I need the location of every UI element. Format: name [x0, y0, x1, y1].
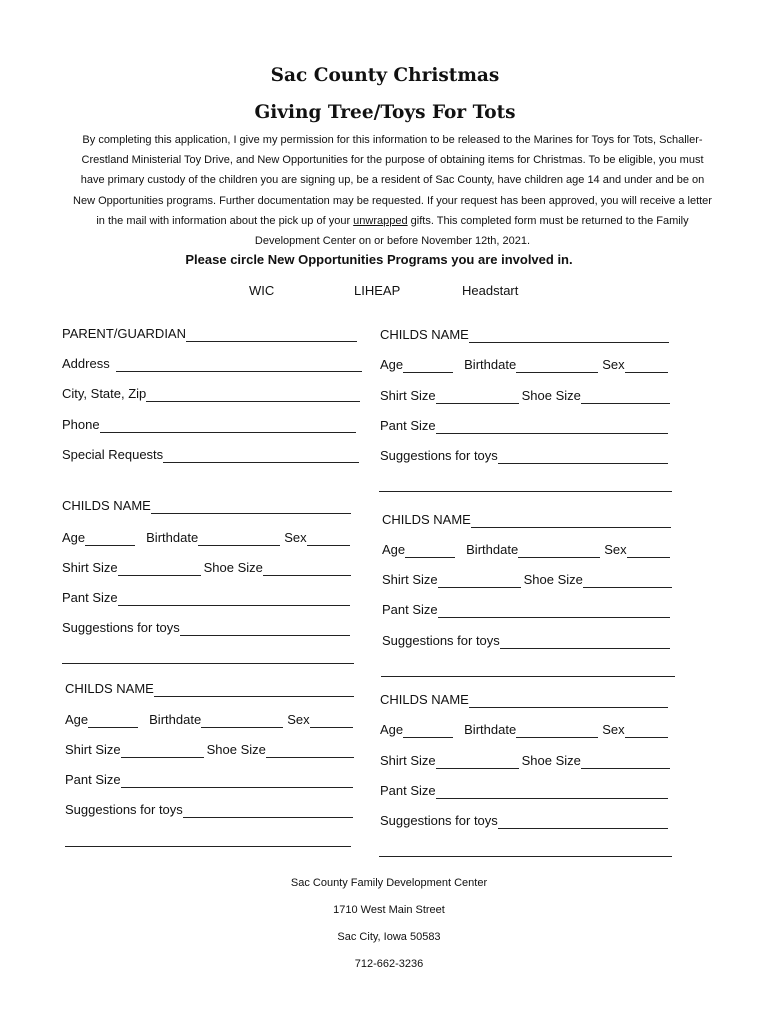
program-liheap[interactable]: LIHEAP [354, 283, 401, 298]
birthdate-label: Birthdate [149, 712, 202, 727]
child5-suggestions-field[interactable] [380, 811, 668, 829]
child-name-label: CHILDS NAME [380, 327, 469, 342]
child2-sizes-row [62, 558, 351, 576]
shoe-size-input[interactable] [583, 574, 672, 588]
shirt-size-input[interactable] [436, 390, 519, 404]
child1-age-row [380, 355, 668, 373]
birthdate-input[interactable] [516, 359, 598, 373]
child4-sizes-row [65, 740, 354, 758]
parent-guardian-label: PARENT/GUARDIAN [62, 326, 186, 341]
footer-phone: 712-662-3236 [354, 958, 424, 970]
shirt-size-label: Shirt Size [380, 388, 436, 403]
child5-pant-field[interactable] [380, 781, 668, 799]
shoe-size-label: Shoe Size [203, 560, 263, 575]
age-input[interactable] [405, 544, 455, 558]
program-wic[interactable]: WIC [249, 283, 275, 298]
child1-name-field[interactable] [380, 325, 669, 343]
child5-name-field[interactable] [380, 690, 668, 708]
sex-label: Sex [284, 530, 307, 545]
suggestions-label: Suggestions for toys [380, 448, 498, 463]
pant-size-label: Pant Size [65, 772, 121, 787]
shirt-size-label: Shirt Size [62, 560, 118, 575]
address-label: Address [62, 356, 110, 371]
shoe-size-label: Shoe Size [521, 753, 581, 768]
sex-input[interactable] [625, 359, 668, 373]
program-headstart[interactable]: Headstart [462, 283, 519, 298]
child1-pant-field[interactable] [380, 416, 668, 434]
age-input[interactable] [88, 714, 138, 728]
birthdate-input[interactable] [516, 724, 598, 738]
intro-text-end: gifts. This completed form must be returned to the Family Development Center on or before November 12th, 2021. [254, 214, 689, 248]
child2-age-row [62, 528, 350, 546]
birthdate-input[interactable] [518, 544, 600, 558]
intro-underlined-word: unwrapped [353, 214, 408, 227]
birthdate-input[interactable] [198, 532, 280, 546]
child-name-label: CHILDS NAME [62, 498, 151, 513]
footer-org: Sac County Family Development Center [290, 877, 488, 889]
pant-size-label: Pant Size [380, 418, 436, 433]
sex-label: Sex [604, 542, 627, 557]
shoe-size-input[interactable] [263, 562, 351, 576]
birthdate-label: Birthdate [146, 530, 199, 545]
sex-label: Sex [602, 722, 625, 737]
child4-suggestions-extra-line[interactable] [65, 846, 351, 847]
child-name-label: CHILDS NAME [65, 681, 154, 696]
shirt-size-input[interactable] [121, 744, 204, 758]
phone-field[interactable] [62, 415, 356, 433]
child-name-label: CHILDS NAME [380, 692, 469, 707]
age-input[interactable] [403, 359, 453, 373]
city-state-zip-field[interactable] [62, 384, 360, 402]
phone-label: Phone [62, 417, 100, 432]
child3-suggestions-field[interactable] [382, 631, 670, 649]
sex-input[interactable] [307, 532, 350, 546]
shirt-size-label: Shirt Size [65, 742, 121, 757]
pant-size-label: Pant Size [382, 602, 438, 617]
parent-guardian-field[interactable] [62, 324, 357, 342]
child5-suggestions-extra-line[interactable] [379, 856, 672, 857]
shirt-size-label: Shirt Size [380, 753, 436, 768]
age-label: Age [65, 712, 89, 727]
child4-pant-field[interactable] [65, 770, 353, 788]
sex-input[interactable] [625, 724, 668, 738]
shoe-size-label: Shoe Size [206, 742, 266, 757]
child3-suggestions-extra-line[interactable] [381, 676, 675, 677]
intro-paragraph [70, 130, 715, 251]
sex-label: Sex [602, 357, 625, 372]
suggestions-label: Suggestions for toys [62, 620, 180, 635]
programs-heading: Please circle New Opportunities Programs you are involved in. [185, 252, 573, 267]
child3-pant-field[interactable] [382, 600, 670, 618]
age-label: Age [382, 542, 406, 557]
shoe-size-label: Shoe Size [521, 388, 581, 403]
child2-pant-field[interactable] [62, 588, 350, 606]
birthdate-label: Birthdate [464, 357, 517, 372]
address-field[interactable] [62, 354, 362, 372]
sex-input[interactable] [627, 544, 670, 558]
shoe-size-label: Shoe Size [523, 572, 583, 587]
suggestions-label: Suggestions for toys [382, 633, 500, 648]
age-label: Age [62, 530, 86, 545]
child5-sizes-row [380, 751, 670, 769]
shirt-size-input[interactable] [438, 574, 521, 588]
shoe-size-input[interactable] [266, 744, 354, 758]
child2-suggestions-field[interactable] [62, 618, 350, 636]
age-label: Age [380, 357, 404, 372]
form-title: Sac County Christmas [270, 65, 500, 86]
birthdate-input[interactable] [201, 714, 283, 728]
sex-input[interactable] [310, 714, 353, 728]
suggestions-label: Suggestions for toys [65, 802, 183, 817]
shirt-size-input[interactable] [118, 562, 201, 576]
child1-suggestions-field[interactable] [380, 446, 668, 464]
city-state-zip-label: City, State, Zip [62, 386, 147, 401]
footer-city: Sac City, Iowa 50583 [337, 931, 441, 943]
child2-suggestions-extra-line[interactable] [62, 663, 354, 664]
child4-name-field[interactable] [65, 679, 354, 697]
child3-sizes-row [382, 570, 672, 588]
child3-age-row [382, 540, 670, 558]
special-requests-field[interactable] [62, 445, 359, 463]
child4-suggestions-field[interactable] [65, 800, 353, 818]
shoe-size-input[interactable] [581, 390, 670, 404]
shirt-size-input[interactable] [436, 755, 519, 769]
sex-label: Sex [287, 712, 310, 727]
pant-size-label: Pant Size [62, 590, 118, 605]
age-input[interactable] [403, 724, 453, 738]
child5-age-row [380, 720, 668, 738]
shirt-size-label: Shirt Size [382, 572, 438, 587]
age-input[interactable] [85, 532, 135, 546]
pant-size-label: Pant Size [380, 783, 436, 798]
intro-text: By completing this application, I give my permission for this information to be released to the Marines for Toys for Tots, Schaller-Crestland Ministerial Toy Drive, and New Opportunities for the purpose of obtaining items for Christmas. To be eligible, you must have primary custody of the children you are signing up, be a resident of Sac County, have children age 14 and under and be on New Opportunities programs. Further documentation may be requested. If your request has been approved, you will receive a letter in the mail with information about the pick up of your [73, 134, 712, 227]
special-requests-label: Special Requests [62, 447, 164, 462]
child4-age-row [65, 710, 353, 728]
footer-street: 1710 West Main Street [333, 904, 445, 916]
shoe-size-input[interactable] [581, 755, 670, 769]
form-subtitle: Giving Tree/Toys For Tots [254, 102, 516, 123]
birthdate-label: Birthdate [464, 722, 517, 737]
suggestions-label: Suggestions for toys [380, 813, 498, 828]
child1-suggestions-extra-line[interactable] [379, 491, 672, 492]
child-name-label: CHILDS NAME [382, 512, 471, 527]
child1-sizes-row [380, 386, 670, 404]
child2-name-field[interactable] [62, 496, 351, 514]
age-label: Age [380, 722, 404, 737]
child3-name-field[interactable] [382, 510, 671, 528]
birthdate-label: Birthdate [466, 542, 519, 557]
